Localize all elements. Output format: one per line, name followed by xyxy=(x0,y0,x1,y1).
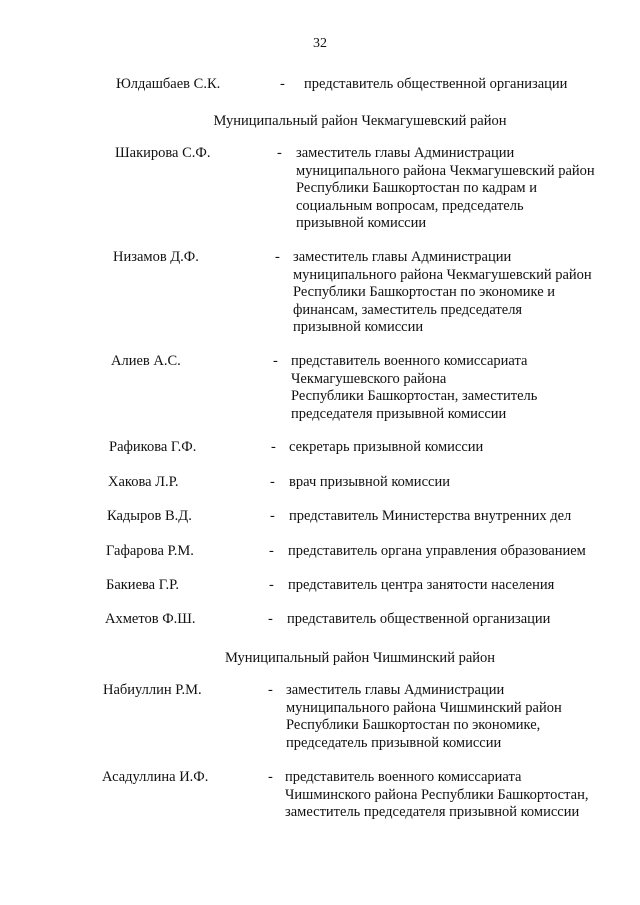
member-name: Гафарова Р.М. xyxy=(106,543,194,559)
dash-separator: - xyxy=(271,439,276,455)
member-role: заместитель главы Администрации муниципального района Чишминский район Республики Башкортостан по экономике, председатель призывной комиссии xyxy=(286,682,562,751)
member-role: секретарь призывной комиссии xyxy=(289,439,484,455)
member-role: представитель общественной организации xyxy=(287,611,551,627)
page-number: 32 xyxy=(313,36,327,51)
member-name: Алиев А.С. xyxy=(111,353,181,369)
member-role: врач призывной комиссии xyxy=(289,474,450,490)
member-name: Набиуллин Р.М. xyxy=(103,682,202,698)
dash-separator: - xyxy=(275,249,280,265)
member-role: представитель военного комиссариата Чишминского района Республики Башкортостан, заместитель председателя призывной комиссии xyxy=(285,769,589,820)
member-name: Асадуллина И.Ф. xyxy=(102,769,209,785)
member-name: Бакиева Г.Р. xyxy=(106,577,179,593)
member-name: Хакова Л.Р. xyxy=(108,474,179,490)
member-role: заместитель главы Администрации муниципального района Чекмагушевский район Республики Башкортостан по экономике и финансам, заместитель председателя призывной комиссии xyxy=(293,249,592,335)
member-role: представитель общественной организации xyxy=(304,76,568,92)
member-name: Рафикова Г.Ф. xyxy=(109,439,197,455)
member-role: представитель органа управления образованием xyxy=(288,543,586,559)
dash-separator: - xyxy=(270,474,275,490)
member-name: Юлдашбаев С.К. xyxy=(116,76,221,92)
member-role: представитель центра занятости населения xyxy=(288,577,555,593)
section-heading-chekmagush: Муниципальный район Чекмагушевский район xyxy=(213,113,507,129)
member-role: представитель Министерства внутренних дел xyxy=(289,508,572,524)
dash-separator: - xyxy=(277,145,282,161)
dash-separator: - xyxy=(269,577,274,593)
dash-separator: - xyxy=(280,76,285,92)
member-name: Низамов Д.Ф. xyxy=(113,249,199,265)
dash-separator: - xyxy=(269,543,274,559)
dash-separator: - xyxy=(273,353,278,369)
member-role: заместитель главы Администрации муниципального района Чекмагушевский район Республики Башкортостан по кадрам и социальным вопросам, председатель призывной комиссии xyxy=(296,145,595,231)
member-role: представитель военного комиссариата Чекмагушевского района Республики Башкортостан, заместитель председателя призывной комиссии xyxy=(291,353,538,422)
section-heading-chishmy: Муниципальный район Чишминский район xyxy=(224,650,496,666)
dash-separator: - xyxy=(268,611,273,627)
dash-separator: - xyxy=(268,769,273,785)
member-name: Шакирова С.Ф. xyxy=(115,145,211,161)
dash-separator: - xyxy=(268,682,273,698)
dash-separator: - xyxy=(270,508,275,524)
member-name: Кадыров В.Д. xyxy=(107,508,192,524)
member-name: Ахметов Ф.Ш. xyxy=(105,611,196,627)
